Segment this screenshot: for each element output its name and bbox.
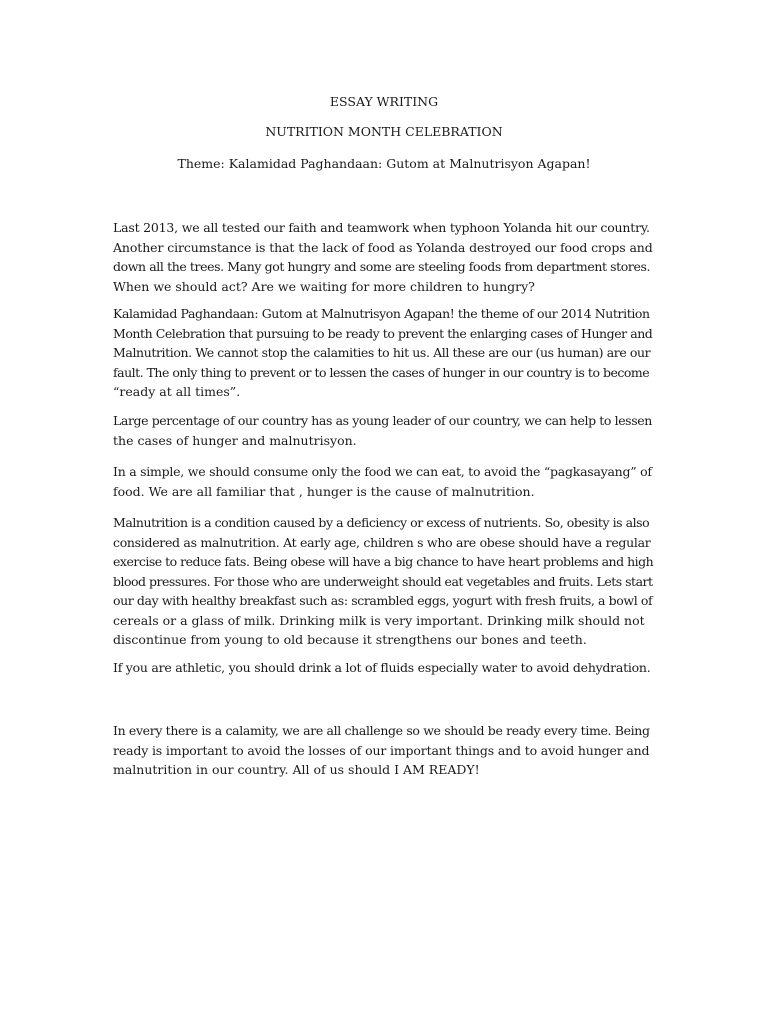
paragraph-2 xyxy=(113,304,653,402)
paragraph-1 xyxy=(113,218,653,296)
paragraph-line: ready is important to avoid the losses of our important things and to avoid hunger and xyxy=(113,742,650,758)
paragraph-line: down all the trees. Many got hungry and some are steeling foods from department stores. xyxy=(113,259,651,274)
paragraph-line: our day with healthy breakfast such as: scrambled eggs, yogurt with fresh fruits, a bowl of xyxy=(113,593,653,608)
paragraph-line: food. We are all familiar that , hunger is the cause of malnutrition. xyxy=(113,483,535,499)
paragraph-line: exercise to reduce fats. Being obese will have a big chance to have heart problems and high xyxy=(113,554,654,569)
paragraph-line: cereals or a glass of milk. Drinking milk is very important. Drinking milk should not xyxy=(113,612,645,628)
paragraph-line: fault. The only thing to prevent or to lessen the cases of hunger in our country is to become xyxy=(113,364,650,380)
paragraph-line: Large percentage of our country has as young leader of our country, we can help to lessen xyxy=(113,413,652,428)
paragraph-line: If you are athletic, you should drink a lot of fluids especially water to avoid dehydration. xyxy=(113,660,651,675)
paragraph-line: the cases of hunger and malnutrisyon. xyxy=(113,432,357,448)
paragraph-line: Another circumstance is that the lack of food as Yolanda destroyed our food crops and xyxy=(113,239,653,255)
essay-title: ESSAY WRITING xyxy=(329,94,439,109)
paragraph-line: blood pressures. For those who are underweight should eat vegetables and fruits. Lets start xyxy=(113,573,653,589)
paragraph-line: malnutrition in our country. All of us should I AM READY! xyxy=(113,762,480,777)
paragraph-line: In every there is a calamity, we are all challenge so we should be ready every time. Being xyxy=(113,723,650,738)
paragraph-6 xyxy=(113,658,653,678)
paragraph-line: Last 2013, we all tested our faith and teamwork when typhoon Yolanda hit our country. xyxy=(113,220,650,235)
paragraph-line: Month Celebration that pursuing to be ready to prevent the enlarging cases of Hunger and xyxy=(113,325,653,341)
paragraph-line: Malnutrition is a condition caused by a deficiency or excess of nutrients. So, obesity is also xyxy=(113,515,650,530)
essay-subtitle: NUTRITION MONTH CELEBRATION xyxy=(265,124,503,139)
paragraph-line: Malnutrition. We cannot stop the calamities to hit us. All these are our (us human) are our xyxy=(113,345,651,360)
paragraph-line: considered as malnutrition. At early age, children s who are obese should have a regular xyxy=(113,534,651,550)
paragraph-line: discontinue from young to old because it strengthens our bones and teeth. xyxy=(113,632,587,647)
paragraph-line: When we should act? Are we waiting for more children to hungry? xyxy=(113,278,535,294)
paragraph-line: “ready at all times”. xyxy=(113,384,241,399)
essay-theme: Theme: Kalamidad Paghandaan: Gutom at Malnutrisyon Agapan! xyxy=(177,156,591,171)
paragraph-3 xyxy=(113,411,653,450)
paragraph-5 xyxy=(113,513,653,650)
paragraph-4 xyxy=(113,462,653,501)
paragraph-7 xyxy=(113,721,653,780)
paragraph-line: Kalamidad Paghandaan: Gutom at Malnutrisyon Agapan! the theme of our 2014 Nutrition xyxy=(113,306,650,321)
paragraph-line: In a simple, we should consume only the food we can eat, to avoid the “pagkasayang” of xyxy=(113,464,652,479)
